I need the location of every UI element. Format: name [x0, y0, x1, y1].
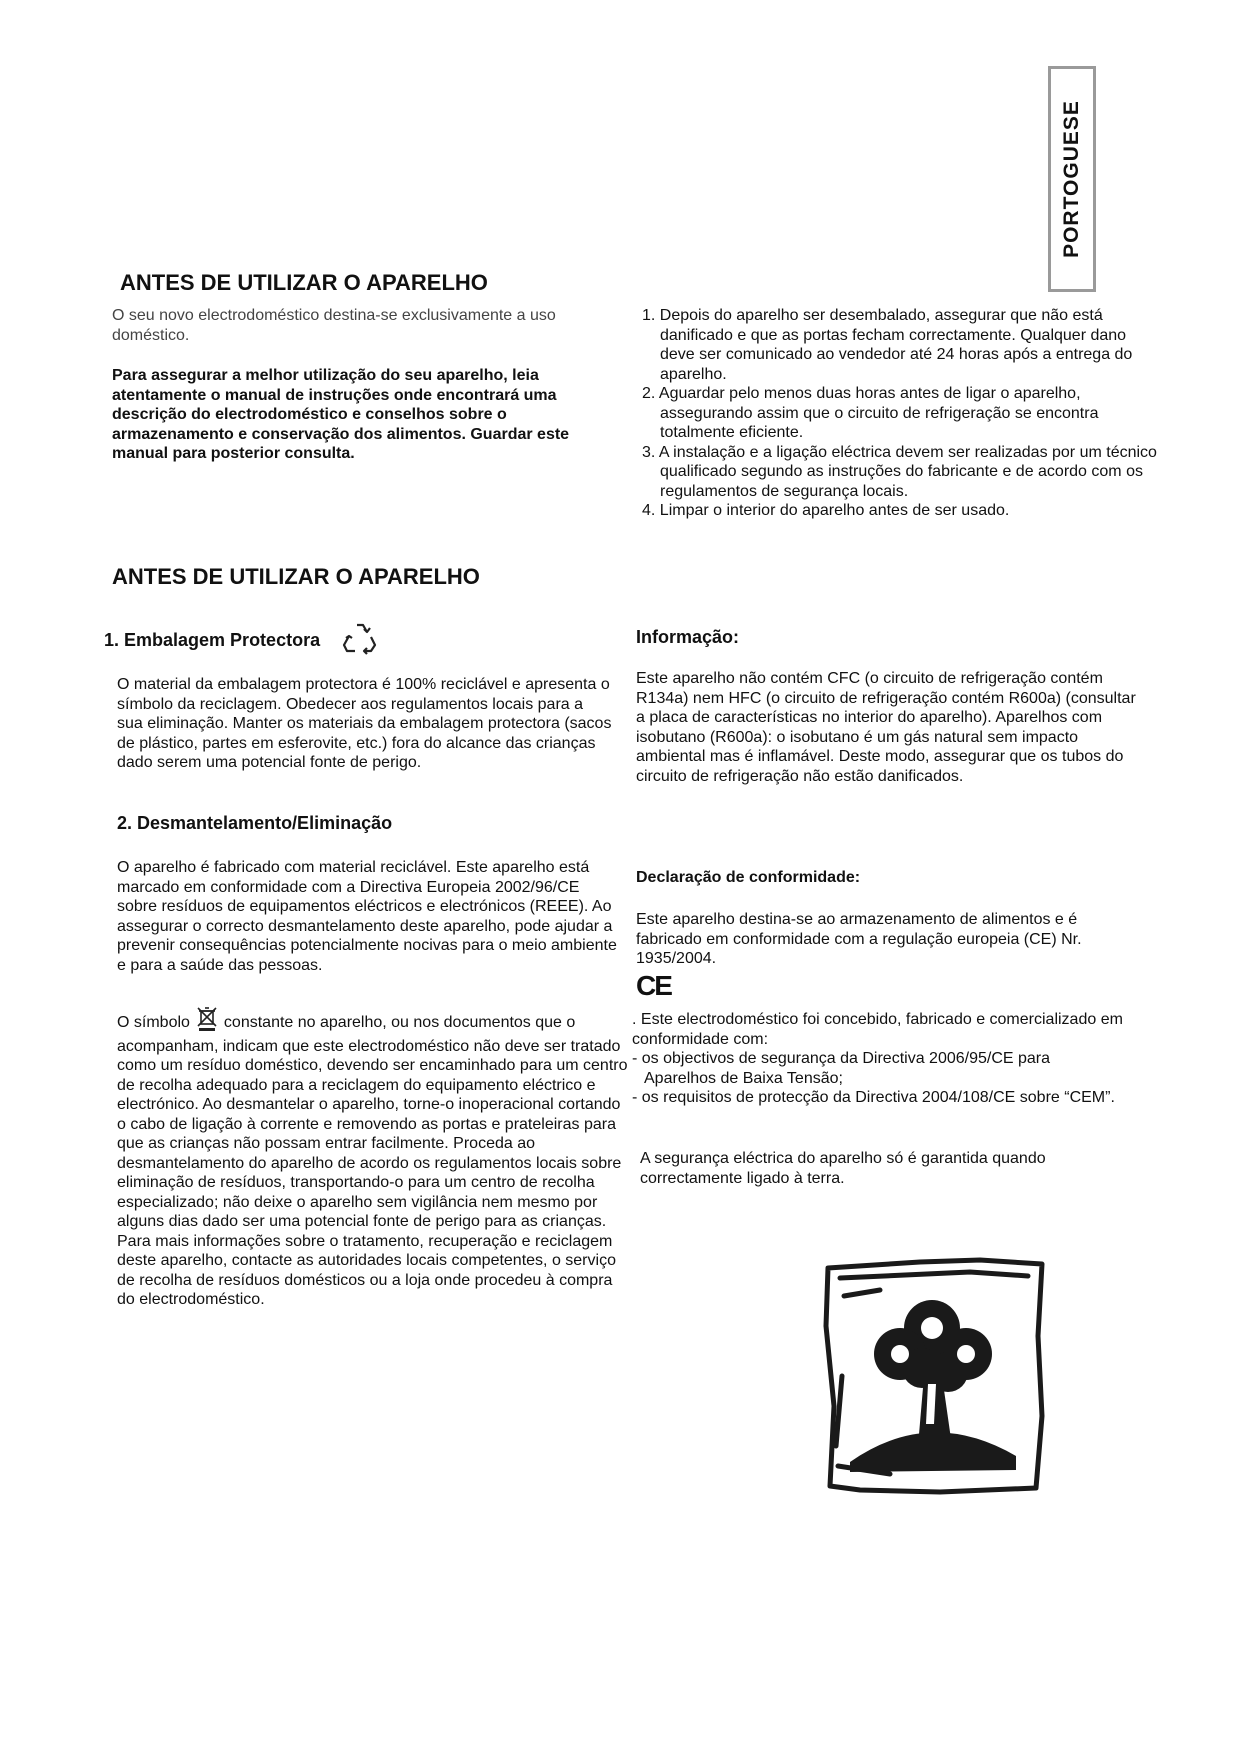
section1-intro: O seu novo electrodoméstico destina-se exclusivamente a uso doméstico. [112, 307, 556, 344]
list-item: 3. A instalação e a ligação eléctrica devem ser realizadas por um técnico qualificado segundo as instruções do fabricante e de acordo com os regulamentos de segurança locais. [642, 443, 1157, 500]
section2-title: ANTES DE UTILIZAR O APARELHO [112, 564, 480, 589]
packaging-heading: 1. Embalagem Protectora [104, 630, 321, 650]
disposal-symbol-text: constante no aparelho, ou nos documentos que o acompanham, indicam que este electrodoméstico não deve ser tratado como um resíduo doméstico, devendo ser encaminhado para um centro de recolha adequado para a reciclagem do equipamento eléctrico e electrónico. Ao desmantelar o aparelho, torne-o inoperacional cortando o cabo de ligação à corrente e removendo as portas e prateleiras para que as crianças não possam entrar facilmente. Proceda ao desmantelamento do aparelho de acordo os regulamentos locais sobre eliminação de resíduos, transportando-o para um centro de recolha especializado; não deixe o aparelho sem vigilância nem mesmo por alguns dias dado ser uma potencial fonte de perigo para as crianças. Para mais informações sobre o tratamento, recuperação e reciclagem deste aparelho, contacte as autoridades locais competentes, o serviço de recolha de resíduos domésticos ou a loja onde procedeu à compra do electrodoméstico. [117, 1014, 628, 1308]
list-item: - os requisitos de protecção da Directiva 2004/108/CE sobre “CEM”. [632, 1089, 1115, 1106]
conformity-text: Este aparelho destina-se ao armazenamento de alimentos e é fabricado em conformidade com a regulação europeia (CE) Nr. 1935/2004. [636, 911, 1082, 967]
language-label: PORTOGUESE [1060, 100, 1083, 258]
section1-bold-note: Para assegurar a melhor utilização do seu aparelho, leia atentamente o manual de instruções onde encontrará uma descrição do electrodoméstico e conselhos sobre o armazenamento e conservação dos alimentos. Guardar este manual para posterior consulta. [112, 367, 570, 462]
recycle-triangle-icon [340, 620, 380, 661]
disposal-text-1: O aparelho é fabricado com material reciclável. Este aparelho está marcado em conformidade com a Directiva Europeia 2002/96/CE sobre resíduos de equipamentos eléctricos e electrónicos (REEE). Ao assegurar o correcto desmantelamento deste aparelho, pode ajudar a prevenir consequências potencialmente nocivas para o meio ambiente e para a saúde das pessoas. [117, 859, 617, 974]
list-item: 4. Limpar o interior do aparelho antes de ser usado. [642, 502, 1010, 519]
design-intro: . Este electrodoméstico foi concebido, fabricado e comercializado em conformidade com: [632, 1011, 1123, 1048]
section1-steps [642, 306, 1162, 521]
list-item: - os objectivos de segurança da Directiva 2006/95/CE para Aparelhos de Baixa Tensão; [632, 1050, 1051, 1087]
info-heading: Informação: [636, 627, 740, 647]
list-item: 1. Depois do aparelho ser desembalado, assegurar que não está danificado e que as portas fecham correctamente. Qualquer dano deve ser comunicado ao vendedor até 24 horas após a entrega do aparelho. [642, 307, 1133, 383]
directive-list [632, 1049, 1122, 1108]
ce-mark: CE [636, 970, 671, 1001]
disposal-text-2 [117, 1005, 632, 1310]
section1-title: ANTES DE UTILIZAR O APARELHO [120, 270, 488, 295]
disposal-heading: 2. Desmantelamento/Eliminação [117, 813, 393, 833]
packaging-text: O material da embalagem protectora é 100% reciclável e apresenta o símbolo da reciclagem. Obedecer aos regulamentos locais para a sua eliminação. Manter os materiais da embalagem protectora (sacos de plástico, partes em esferovite, etc.) fora do alcance das crianças dado serem uma potencial fonte de perigo. [117, 676, 612, 771]
list-item: 2. Aguardar pelo menos duas horas antes de ligar o aparelho, assegurando assim que o circuito de refrigeração se encontra totalmente eficiente. [642, 385, 1099, 441]
safety-note: A segurança eléctrica do aparelho só é garantida quando correctamente ligado à terra. [640, 1150, 1046, 1187]
info-text: Este aparelho não contém CFC (o circuito de refrigeração contém R134a) nem HFC (o circuito de refrigeração contém R600a) (consultar a placa de características no interior do aparelho). Aparelhos com isobutano (R600a): o isobutano é um gás natural sem impacto ambiental mas é inflamável. Deste modo, assegurar que os tubos do circuito de refrigeração não estão danificados. [636, 670, 1136, 785]
language-side-tab [1048, 66, 1096, 292]
disposal-symbol-lead: O símbolo [117, 1014, 190, 1031]
crossed-bin-icon [196, 1005, 218, 1037]
conformity-heading: Declaração de conformidade: [636, 869, 861, 886]
tree-logo [820, 1256, 1048, 1498]
packaging-heading-row [104, 620, 604, 661]
